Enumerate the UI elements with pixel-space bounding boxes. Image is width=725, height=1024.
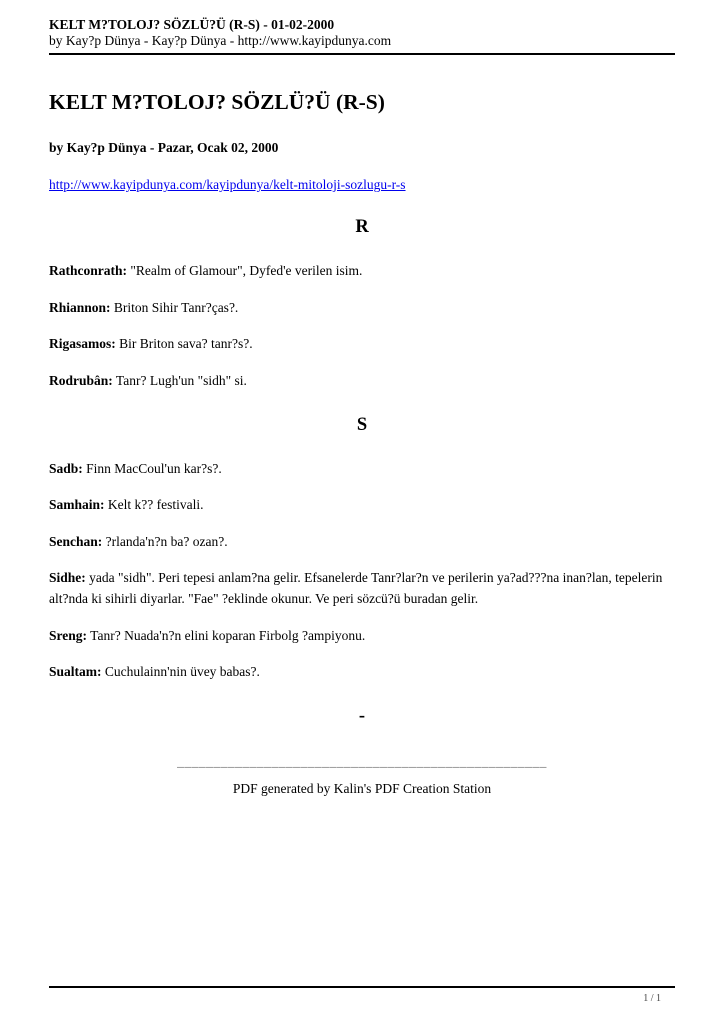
entry-term: Rathconrath: — [49, 263, 127, 278]
dictionary-entry — [49, 567, 675, 609]
dictionary-entry — [49, 531, 675, 552]
dictionary-entry — [49, 625, 675, 646]
dictionary-entry — [49, 333, 675, 354]
section-heading-s: S — [356, 414, 368, 435]
entry-definition: Tanr? Lugh'un "sidh" si. — [115, 372, 247, 388]
page-footer — [49, 986, 675, 1006]
entry-term: Senchan: — [49, 533, 103, 549]
dictionary-entry — [49, 370, 675, 391]
dictionary-entry — [49, 260, 675, 281]
running-header — [49, 17, 675, 55]
entry-definition: Briton Sihir Tanr?ças?. — [113, 299, 239, 315]
running-header-title: KELT M?TOLOJ? SÖZLÜ?Ü (R-S) - 01-02-2000 — [49, 17, 335, 32]
entry-definition: "Realm of Glamour", Dyfed'e verilen isim. — [130, 263, 363, 278]
entry-term: Sidhe: — [49, 570, 86, 585]
dictionary-entry — [49, 494, 675, 515]
dictionary-entry — [49, 297, 675, 318]
entry-term: Rhiannon: — [49, 299, 111, 315]
document-title: KELT M?TOLOJ? SÖZLÜ?Ü (R-S) — [49, 90, 385, 114]
page-number: 1 / 1 — [643, 993, 661, 1004]
entry-definition: Tanr? Nuada'n?n elini koparan Firbolg ?ampiyonu. — [90, 627, 366, 643]
generator-note: PDF generated by Kalin's PDF Creation Station — [232, 781, 492, 796]
entry-term: Rigasamos: — [49, 336, 116, 351]
entry-definition: Cuchulainn'nin üvey babas?. — [104, 664, 260, 679]
entry-term: Sadb: — [49, 460, 83, 476]
document-body — [49, 54, 675, 797]
entry-term: Sualtam: — [49, 664, 102, 679]
entry-term: Rodrubân: — [49, 372, 113, 388]
document-link-row — [49, 176, 675, 193]
entry-definition: Kelt k?? festivali. — [107, 497, 204, 512]
document-byline: by Kay?p Dünya - Pazar, Ocak 02, 2000 — [49, 140, 279, 155]
running-header-subtitle: by Kay?p Dünya - Kay?p Dünya - http://www.kayipdunya.com — [49, 33, 392, 48]
entry-definition: Bir Briton sava? tanr?s?. — [119, 336, 253, 351]
source-url-link[interactable]: http://www.kayipdunya.com/kayipdunya/kelt-mitoloji-sozlugu-r-s — [49, 177, 406, 192]
entry-definition: Finn MacCoul'un kar?s?. — [86, 460, 222, 476]
section-heading-r: R — [355, 217, 369, 237]
dictionary-entry — [49, 661, 675, 682]
end-dash: - — [358, 706, 366, 726]
dictionary-entry — [49, 458, 675, 479]
entry-term: Sreng: — [49, 627, 88, 643]
entry-term: Samhain: — [49, 497, 105, 512]
entry-definition: ?rlanda'n?n ba? ozan?. — [105, 533, 228, 549]
entry-definition: yada "sidh". Peri tepesi anlam?na gelir. Efsanelerde Tanr?lar?n ve perilerin ya?ad???na inan?lan, tepelerin alt?nda ki sihirli diyarlar. "Fae" ?eklinde okunur. Ve peri sözcü?ü buradan gelir. — [49, 570, 663, 606]
divider-line: ___________________________________________________ — [177, 754, 547, 769]
